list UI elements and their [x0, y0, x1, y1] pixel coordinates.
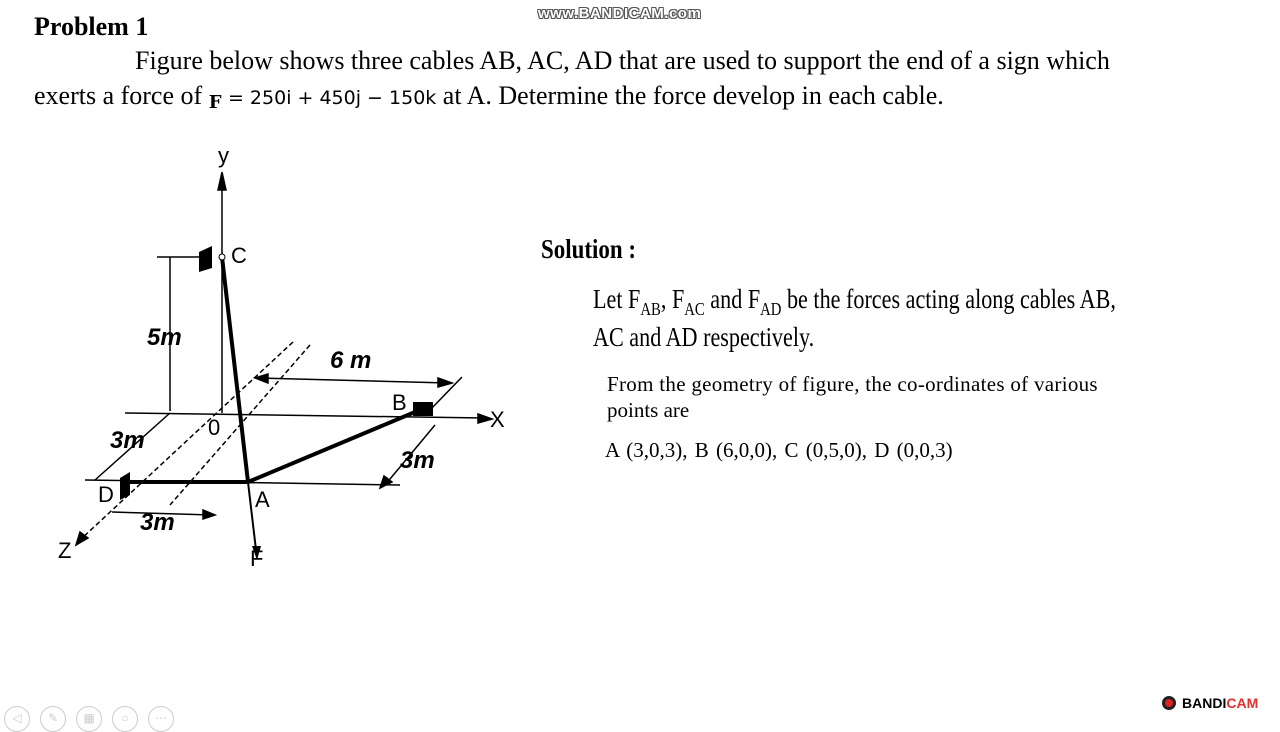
text: Let F [593, 284, 641, 314]
statement-text: exerts a force of [34, 81, 209, 110]
problem-statement-line1: Figure below shows three cables AB, AC, AD that are used to support the end of a sign which [135, 46, 1110, 75]
slides-grid-icon[interactable]: ▦ [76, 706, 102, 732]
cable-ac [222, 257, 248, 482]
origin-label: 0 [208, 415, 221, 440]
dim-6m-line [258, 378, 448, 383]
brand-part2: CAM [1226, 695, 1259, 711]
support-c [199, 246, 212, 272]
geometry-line2: points are [607, 398, 690, 422]
solution-let-line [593, 284, 1116, 319]
text: be the forces acting along cables AB, [781, 284, 1116, 314]
solution-line2: AC and AD respectively. [593, 322, 815, 352]
force-vector-symbol: F [208, 92, 222, 113]
bandicam-logo [1162, 695, 1258, 711]
previous-icon[interactable]: ◁ [4, 706, 30, 732]
problem-statement-line2 [34, 81, 944, 111]
point-c-label: C [231, 243, 247, 268]
force-label: F [250, 546, 264, 571]
cable-figure [50, 140, 510, 580]
x-axis-label: X [490, 407, 505, 432]
dim-6m-label: 6 m [330, 347, 372, 374]
slide-controls [4, 706, 174, 732]
pen-icon[interactable]: ✎ [40, 706, 66, 732]
problem-title: Problem 1 [34, 12, 149, 41]
text: , F [660, 284, 685, 314]
subscript-ad: AD [760, 299, 782, 319]
cable-ab [248, 412, 415, 482]
y-axis-arrow [218, 172, 226, 190]
subscript-ac: AC [684, 299, 705, 319]
record-icon [1162, 696, 1176, 710]
point-d-label: D [98, 482, 114, 507]
dim-3m-right-label: 3m [400, 447, 435, 474]
dim-3m-left-label: 3m [110, 427, 145, 454]
zoom-icon[interactable]: ○ [112, 706, 138, 732]
y-axis-label: y [218, 143, 229, 168]
point-a-label: A [255, 487, 270, 512]
statement-text: at A. Determine the force develop in each cable. [442, 81, 944, 110]
dim-5m-label: 5m [147, 324, 182, 351]
text: and F [704, 284, 761, 314]
force-equation: = 250i + 450j − 150k [227, 87, 437, 109]
bandicam-watermark: www.BANDICAM.com [538, 5, 702, 22]
point-b-label: B [392, 390, 407, 415]
coordinates-list: A (3,0,3), B (6,0,0), C (0,5,0), D (0,0,3) [605, 438, 953, 462]
more-icon[interactable]: ⋯ [148, 706, 174, 732]
dim-3m-bottom-label: 3m [140, 509, 175, 536]
brand-part1: BANDI [1182, 695, 1227, 711]
geometry-line1: From the geometry of figure, the co-ordinates of various [607, 372, 1098, 396]
support-b [413, 402, 433, 416]
subscript-ab: AB [640, 299, 661, 319]
z-axis-label: Z [58, 538, 72, 563]
solution-heading: Solution : [541, 234, 637, 264]
